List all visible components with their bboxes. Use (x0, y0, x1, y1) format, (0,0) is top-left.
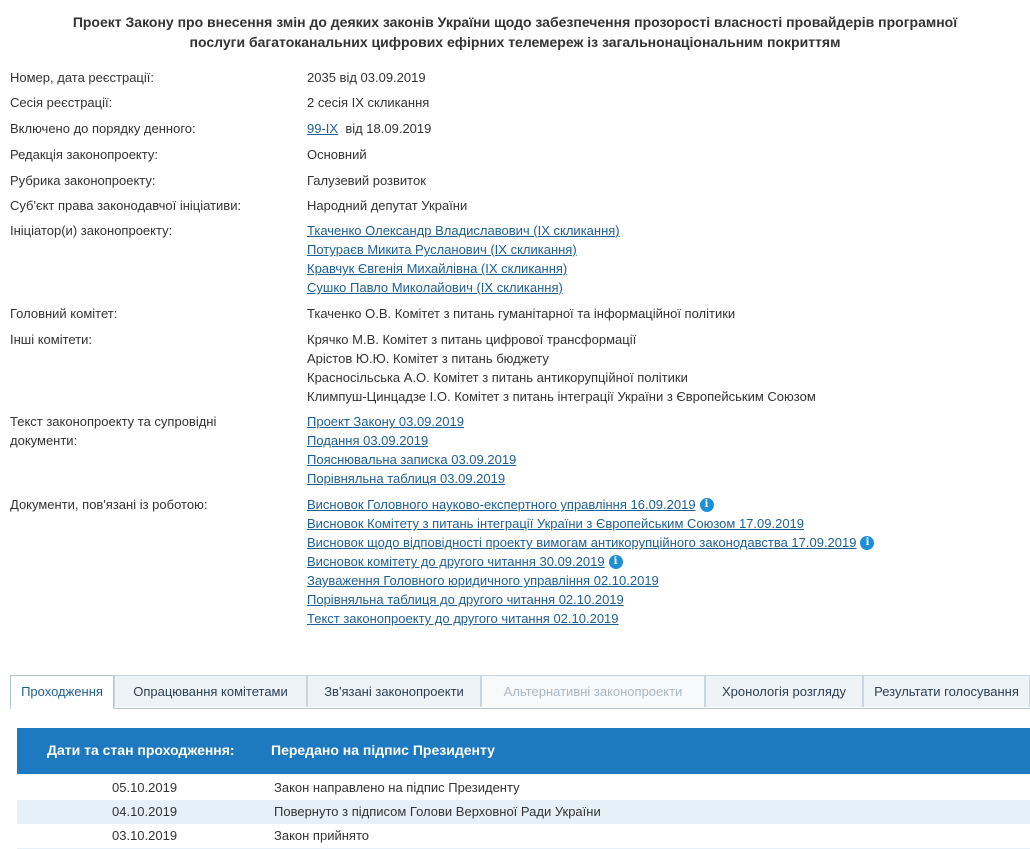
agenda-link[interactable]: 99-IX (307, 121, 339, 136)
committee-item: Крячко М.В. Комітет з питань цифрової трансформації (307, 332, 637, 347)
initiator-link[interactable]: Ткаченко Олександр Владиславович (IX скликання) (307, 223, 620, 238)
field-value: Основний (307, 147, 367, 162)
status-date: 04.10.2019 (112, 804, 178, 819)
related-doc-link[interactable]: Текст законопроекту до другого читання 02.10.2019 (307, 611, 619, 626)
tab-chronology[interactable]: Хронологія розгляду (705, 675, 863, 707)
related-doc-link[interactable]: Висновок Комітету з питань інтеграції України з Європейським Союзом 17.09.2019 (307, 516, 805, 531)
agenda-date: від 18.09.2019 (345, 121, 432, 136)
status-text: Повернуто з підписом Голови Верховної Ради України (274, 804, 601, 819)
field-value: 2035 від 03.09.2019 (307, 70, 426, 85)
committee-item: Красносільська А.О. Комітет з питань антикорупційної політики (307, 370, 688, 385)
tab-passage[interactable]: Проходження (10, 675, 114, 709)
initiator-link[interactable]: Кравчук Євгенія Михайлівна (IX скликання) (307, 261, 568, 276)
field-value: 2 сесія IX скликання (307, 95, 430, 110)
table-row (17, 800, 1030, 824)
status-date: 03.10.2019 (112, 828, 178, 843)
info-icon[interactable]: i (700, 498, 714, 512)
document-link[interactable]: Подання 03.09.2019 (307, 433, 429, 448)
field-label: Головний комітет: (10, 306, 118, 321)
document-link[interactable]: Пояснювальна записка 03.09.2019 (307, 452, 517, 467)
related-doc-link[interactable]: Висновок Головного науково-експертного управління 16.09.2019 (307, 497, 696, 512)
tab-related-bills[interactable]: Зв'язані законопроекти (307, 675, 481, 707)
status-text: Закон направлено на підпис Президенту (274, 780, 520, 795)
field-value: Ткаченко О.В. Комітет з питань гуманітарної та інформаційної політики (307, 306, 736, 321)
related-doc-link[interactable]: Висновок комітету до другого читання 30.09.2019 (307, 554, 605, 569)
status-date: 05.10.2019 (112, 780, 178, 795)
bill-title-line2: послуги багатоканальних цифрових ефірних телемереж із загальнонаціональним покриттям (189, 34, 841, 50)
field-label: Редакція законопроекту: (10, 147, 158, 162)
document-link[interactable]: Проект Закону 03.09.2019 (307, 414, 464, 429)
field-label: документи: (10, 433, 78, 448)
current-status: Передано на підпис Президенту (271, 742, 495, 758)
related-doc-link[interactable]: Зауваження Головного юридичного управління 02.10.2019 (307, 573, 659, 588)
related-doc-link[interactable]: Висновок щодо відповідності проекту вимогам антикорупційного законодавства 17.09.2019 (307, 535, 857, 550)
info-icon[interactable]: i (609, 555, 623, 569)
field-label: Номер, дата реєстрації: (10, 70, 154, 85)
field-label: Документи, пов'язані із роботою: (10, 497, 208, 512)
field-label: Інші комітети: (10, 332, 93, 347)
tab-alternative-bills: Альтернативні законопроекти (481, 675, 705, 707)
initiator-link[interactable]: Потураєв Микита Русланович (IX скликання) (307, 242, 577, 257)
info-icon[interactable]: i (860, 536, 874, 550)
tab-voting-results[interactable]: Результати голосування (863, 675, 1030, 707)
field-value: Галузевий розвиток (307, 173, 426, 188)
field-label: Текст законопроекту та супровідні (10, 414, 217, 429)
tab-bar (10, 675, 1030, 709)
table-row (17, 824, 1030, 848)
related-doc-link[interactable]: Порівняльна таблиця до другого читання 02.10.2019 (307, 592, 624, 607)
field-label: Сесія реєстрації: (10, 95, 113, 110)
bill-title (0, 12, 1030, 52)
status-text: Закон прийнято (274, 828, 369, 843)
field-label: Включено до порядку денного: (10, 121, 196, 136)
document-link[interactable]: Порівняльна таблиця 03.09.2019 (307, 471, 506, 486)
committee-item: Климпуш-Цинцадзе І.О. Комітет з питань інтеграції України з Європейським Союзом (307, 389, 816, 404)
field-value: Народний депутат України (307, 198, 468, 213)
field-label: Ініціатор(и) законопроекту: (10, 223, 173, 238)
table-row (17, 776, 1030, 800)
field-label: Суб'єкт права законодавчої ініціативи: (10, 198, 242, 213)
bill-title-line1: Проект Закону про внесення змін до деяких законів України щодо забезпечення прозорості власності провайдерів програмної (72, 14, 958, 30)
tab-committee-processing[interactable]: Опрацювання комітетами (114, 675, 307, 707)
committee-item: Арістов Ю.Ю. Комітет з питань бюджету (307, 351, 549, 366)
status-header (17, 728, 1030, 774)
status-header-label: Дати та стан проходження: (47, 742, 235, 758)
field-label: Рубрика законопроекту: (10, 173, 156, 188)
initiator-link[interactable]: Сушко Павло Миколайович (IX скликання) (307, 280, 563, 295)
